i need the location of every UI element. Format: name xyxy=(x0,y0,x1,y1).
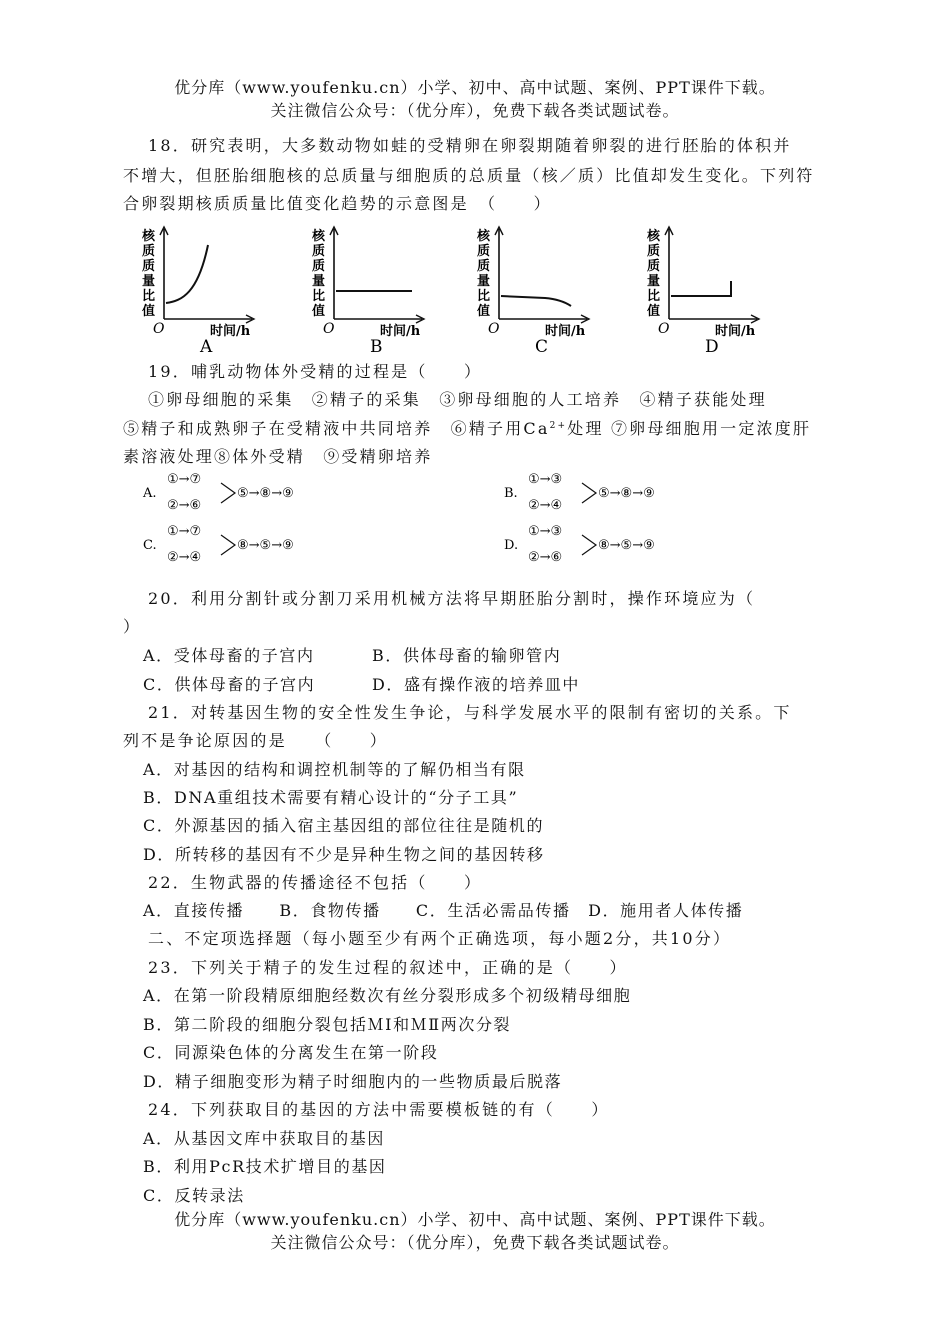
q19-option-d[interactable] xyxy=(504,524,655,565)
graph-ylabel-char: 比 xyxy=(477,289,491,304)
q23-stem: 23．下列关于精子的发生过程的叙述中，正确的是（ ） xyxy=(148,958,628,977)
q21-option-c[interactable]: C．外源基因的插入宿主基因组的部位往往是随机的 xyxy=(143,816,545,835)
graph-curve xyxy=(501,296,571,306)
q23-option-a[interactable]: A．在第一阶段精原细胞经数次有丝分裂形成多个初级精母细胞 xyxy=(143,986,632,1005)
q23-option-d[interactable]: D．精子细胞变形为精子时细胞内的一些物质最后脱落 xyxy=(143,1072,563,1091)
q22-options[interactable]: A．直接传播 B．食物传播 C．生活必需品传播 D．施用者人体传播 xyxy=(143,901,744,920)
q18-graph-area xyxy=(0,225,950,360)
q23-option-b[interactable]: B．第二阶段的细胞分裂包括ＭⅠ和ＭⅡ两次分裂 xyxy=(143,1015,512,1034)
header-line-1: 优分库（www.youfenku.cn）小学、初中、高中试题、案例、PPT课件下载。 xyxy=(174,78,776,97)
option-top-branch: ①→③ xyxy=(528,524,563,539)
graph-xlabel: 时间/h xyxy=(545,324,586,339)
option-letter: C. xyxy=(143,538,157,553)
q18-line-2: 不增大，但胚胎细胞核的总质量与细胞质的总质量（核／质）比值却发生变化。下列符 xyxy=(123,166,815,185)
q19-steps-2-post: 处理 ⑦卵母细胞用一定浓度肝 xyxy=(567,419,812,438)
q21-option-a[interactable]: A．对基因的结构和调控机制等的了解仍相当有限 xyxy=(143,760,526,779)
q24-option-b[interactable]: B．利用PcR技术扩增目的基因 xyxy=(143,1157,387,1176)
option-letter: A. xyxy=(143,486,157,501)
graph-ylabel-char: 核 xyxy=(312,229,326,244)
q19-steps-1: ①卵母细胞的采集 ②精子的采集 ③卵母细胞的人工培养 ④精子获能处理 xyxy=(148,390,767,409)
q20-option-a[interactable]: A．受体母畜的子宫内 xyxy=(143,646,315,665)
option-letter: D. xyxy=(504,538,519,553)
q19-steps-2-sup: 2+ xyxy=(549,421,568,431)
q20-line-1: 20．利用分割针或分割刀采用机械方法将早期胚胎分割时，操作环境应为（ xyxy=(148,589,756,608)
footer-line-1: 优分库（www.youfenku.cn）小学、初中、高中试题、案例、PPT课件下载。 xyxy=(174,1210,776,1229)
graph-ylabel-char: 量 xyxy=(647,274,661,289)
option-tail-chain: ⑤→⑧→⑨ xyxy=(598,486,655,501)
q18-line-3: 合卵裂期核质质量比值变化趋势的示意图是 （ ） xyxy=(123,194,552,213)
graph-ylabel-char: 核 xyxy=(647,229,661,244)
graph-ylabel-char: 量 xyxy=(477,274,491,289)
q24-option-c[interactable]: C．反转录法 xyxy=(143,1186,245,1205)
graph-a[interactable] xyxy=(141,227,254,357)
q20-option-d[interactable]: D．盛有操作液的培养皿中 xyxy=(372,675,581,694)
option-tail-chain: ⑧→⑤→⑨ xyxy=(237,538,294,553)
graph-ylabel-char: 质 xyxy=(647,259,661,274)
graph-b[interactable] xyxy=(311,227,424,357)
option-tail-chain: ⑧→⑤→⑨ xyxy=(598,538,655,553)
graph-ylabel-char: 量 xyxy=(312,274,326,289)
graph-ylabel-char: 量 xyxy=(142,274,156,289)
graph-curve xyxy=(166,245,208,303)
q21-line-1: 21．对转基因生物的安全性发生争论，与科学发展水平的限制有密切的关系。下 xyxy=(148,703,792,722)
q21-line-2: 列不是争论原因的是 （ ） xyxy=(123,731,389,750)
q19-stem: 19．哺乳动物体外受精的过程是（ ） xyxy=(148,362,483,381)
q18-line-1: 18．研究表明，大多数动物如蛙的受精卵在卵裂期随着卵裂的进行胚胎的体积并 xyxy=(148,136,792,155)
q19-steps-2-pre: ⑤精子和成熟卵子在受精液中共同培养 ⑥精子用Ca xyxy=(123,419,550,438)
graph-xlabel: 时间/h xyxy=(380,324,421,339)
q19-option-a[interactable] xyxy=(142,472,294,513)
option-bottom-branch: ②→④ xyxy=(528,498,563,513)
header-line-2: 关注微信公众号：（优分库），免费下载各类试题试卷。 xyxy=(270,101,680,120)
q24-option-a[interactable]: A．从基因文库中获取目的基因 xyxy=(143,1129,385,1148)
q23-option-c[interactable]: C．同源染色体的分离发生在第一阶段 xyxy=(143,1043,439,1062)
q20-line-2: ） xyxy=(123,617,142,636)
option-bottom-branch: ②→⑥ xyxy=(528,550,563,565)
graph-ylabel-char: 值 xyxy=(312,304,326,319)
graph-ylabel-char: 比 xyxy=(647,289,661,304)
q20-option-b[interactable]: B．供体母畜的输卵管内 xyxy=(372,646,562,665)
q24-stem: 24．下列获取目的基因的方法中需要模板链的有（ ） xyxy=(148,1100,610,1119)
option-tail-chain: ⑤→⑧→⑨ xyxy=(237,486,294,501)
graph-ylabel-char: 质 xyxy=(312,259,326,274)
graph-curve xyxy=(671,281,731,296)
graph-ylabel-char: 质 xyxy=(647,244,661,259)
q21-option-d[interactable]: D．所转移的基因有不少是异种生物之间的基因转移 xyxy=(143,845,545,864)
merge-bracket xyxy=(582,535,596,555)
option-top-branch: ①→⑦ xyxy=(167,524,202,539)
graph-ylabel-char: 值 xyxy=(142,304,156,319)
q21-option-b[interactable]: B．DNA重组技术需要有精心设计的“分子工具” xyxy=(143,788,519,807)
q19-options xyxy=(0,465,950,575)
q19-steps-3: 素溶液处理⑧体外受精 ⑨受精卵培养 xyxy=(123,447,433,466)
graph-ylabel-char: 比 xyxy=(142,289,156,304)
q19-steps-2 xyxy=(123,421,811,437)
graph-d[interactable] xyxy=(646,227,759,357)
graph-letter: C xyxy=(535,337,549,357)
merge-bracket xyxy=(221,483,235,503)
graph-ylabel-char: 值 xyxy=(647,304,661,319)
graph-xlabel: 时间/h xyxy=(715,324,756,339)
graph-ylabel-char: 质 xyxy=(477,259,491,274)
graph-ylabel-char: 值 xyxy=(477,304,491,319)
graph-ylabel-char: 质 xyxy=(142,259,156,274)
option-top-branch: ①→③ xyxy=(528,472,563,487)
graph-origin: O xyxy=(488,321,500,337)
graph-origin: O xyxy=(323,321,335,337)
graph-letter: B xyxy=(370,337,383,357)
option-letter: B. xyxy=(504,486,518,501)
graph-ylabel-char: 核 xyxy=(477,229,491,244)
graph-ylabel-char: 比 xyxy=(312,289,326,304)
graph-origin: O xyxy=(658,321,670,337)
graph-ylabel-char: 质 xyxy=(312,244,326,259)
graph-c[interactable] xyxy=(476,227,589,357)
section-2-heading: 二、不定项选择题（每小题至少有两个正确选项，每小题2分，共10分） xyxy=(148,929,732,948)
q19-option-c[interactable] xyxy=(143,524,294,565)
merge-bracket xyxy=(582,483,596,503)
graph-ylabel-char: 质 xyxy=(142,244,156,259)
graph-ylabel-char: 核 xyxy=(142,229,156,244)
graph-letter: A xyxy=(200,337,213,357)
option-bottom-branch: ②→⑥ xyxy=(167,498,202,513)
q22-stem: 22．生物武器的传播途径不包括（ ） xyxy=(148,873,483,892)
option-top-branch: ①→⑦ xyxy=(167,472,202,487)
merge-bracket xyxy=(221,535,235,555)
graph-xlabel: 时间/h xyxy=(210,324,251,339)
option-bottom-branch: ②→④ xyxy=(167,550,202,565)
q20-option-c[interactable]: C．供体母畜的子宫内 xyxy=(143,675,316,694)
footer-line-2: 关注微信公众号：（优分库），免费下载各类试题试卷。 xyxy=(270,1233,680,1252)
q19-option-b[interactable] xyxy=(504,472,655,513)
graph-ylabel-char: 质 xyxy=(477,244,491,259)
graph-origin: O xyxy=(153,321,165,337)
graph-letter: D xyxy=(705,337,719,357)
